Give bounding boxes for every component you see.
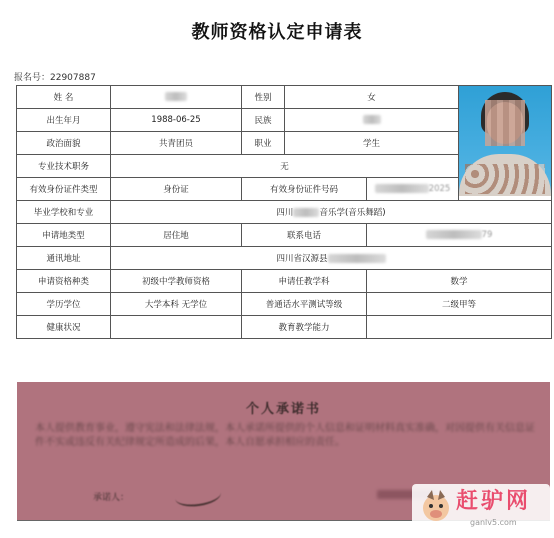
id-type-label: 有效身份证件类型 xyxy=(17,178,111,201)
cert-type-value: 初级中学教师资格 xyxy=(111,270,242,293)
signature-scribble xyxy=(174,483,222,509)
mandarin-value: 二级甲等 xyxy=(367,293,552,316)
subject-value: 数学 xyxy=(367,270,552,293)
donkey-logo-icon xyxy=(418,488,454,524)
phone-tail: 79 xyxy=(481,230,493,240)
id-number-tail: 2025 xyxy=(428,184,451,194)
school-label: 毕业学校和专业 xyxy=(17,201,111,224)
id-number-label: 有效身份证件号码 xyxy=(242,178,367,201)
watermark-brand: 赶驴网 xyxy=(456,489,532,514)
subject-label: 申请任教学科 xyxy=(242,270,367,293)
professional-title-label: 专业技术职务 xyxy=(17,155,111,178)
watermark-url: ganlv5.com xyxy=(470,518,517,527)
apply-place-value: 居住地 xyxy=(111,224,242,247)
birth-value: 1988-06-25 xyxy=(111,109,242,132)
degree-value: 大学本科 无学位 xyxy=(111,293,242,316)
applicant-photo xyxy=(459,86,551,196)
pledge-text: 本人提供教育事业，遵守宪法和法律法规，本人承诺所提供的个人信息和证明材料真实准确，对因提供有关信息证件不实或违反有关纪律规定所造成的后果，本人自愿承担相应的责任。 xyxy=(35,423,535,448)
application-form-table xyxy=(16,85,552,339)
degree-label: 学历学位 xyxy=(17,293,111,316)
ethnicity-value xyxy=(285,109,459,132)
pledge-signer-label: 承诺人： xyxy=(93,493,130,503)
registration-number: 报名号：22907887 xyxy=(14,73,96,83)
cert-type-label: 申请资格种类 xyxy=(17,270,111,293)
phone-label: 联系电话 xyxy=(242,224,367,247)
professional-title-value: 无 xyxy=(111,155,459,178)
name-value xyxy=(111,86,242,109)
apply-place-label: 申请地类型 xyxy=(17,224,111,247)
school-suffix: 音乐学(音乐舞蹈) xyxy=(319,208,386,218)
address-label: 通讯地址 xyxy=(17,247,111,270)
occupation-label: 职业 xyxy=(242,132,285,155)
address-prefix: 四川省汉源县 xyxy=(276,254,328,264)
id-photo-cell xyxy=(459,86,552,201)
mandarin-label: 普通话水平测试等级 xyxy=(242,293,367,316)
name-label: 姓 名 xyxy=(17,86,111,109)
school-value xyxy=(111,201,552,224)
ability-label: 教育教学能力 xyxy=(242,316,367,339)
address-value xyxy=(111,247,552,270)
gender-label: 性别 xyxy=(242,86,285,109)
id-number-value xyxy=(367,178,459,201)
id-type-value: 身份证 xyxy=(111,178,242,201)
gender-value: 女 xyxy=(285,86,459,109)
ethnicity-label: 民族 xyxy=(242,109,285,132)
politics-label: 政治面貌 xyxy=(17,132,111,155)
ability-value xyxy=(367,316,552,339)
school-prefix: 四川 xyxy=(276,208,294,218)
politics-value: 共青团员 xyxy=(111,132,242,155)
form-title: 教师资格认定申请表 xyxy=(191,22,363,43)
health-label: 健康状况 xyxy=(17,316,111,339)
health-value xyxy=(111,316,242,339)
birth-label: 出生年月 xyxy=(17,109,111,132)
phone-value xyxy=(367,224,552,247)
occupation-value: 学生 xyxy=(285,132,459,155)
site-watermark xyxy=(412,484,550,534)
pledge-title: 个人承诺书 xyxy=(245,402,321,417)
